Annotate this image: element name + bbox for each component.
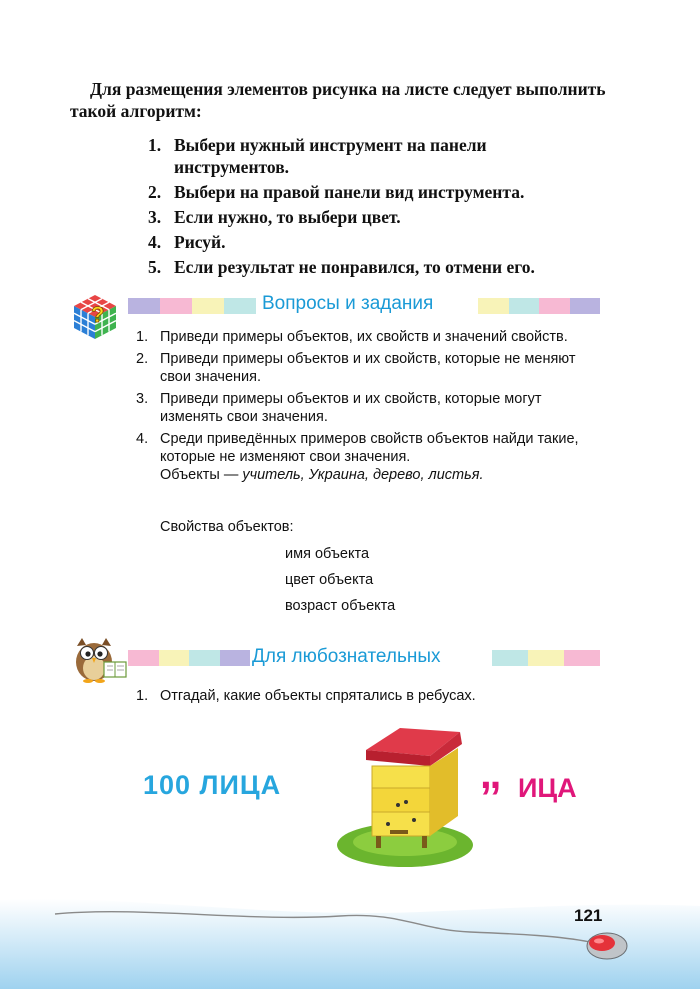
question-text: Среди приведённых примеров свойств объектов найди такие, которые не изменяют свои значения. <box>160 431 579 465</box>
step-number: 3. <box>148 207 162 227</box>
question-item <box>128 350 608 386</box>
step-text: Выбери нужный инструмент на панели инструментов. <box>174 135 487 177</box>
step-text: Если результат не понравился, то отмени его. <box>174 257 535 277</box>
question-item <box>128 390 608 426</box>
questions-list <box>128 328 608 488</box>
rebus-left-text: 100 ЛИЦА <box>143 770 282 800</box>
step-item <box>148 231 604 253</box>
step-number: 4. <box>148 232 162 252</box>
question-number: 4. <box>136 431 149 447</box>
property-item: имя объекта <box>285 546 370 562</box>
curious-heading: Для любознательных <box>252 646 441 667</box>
step-text: Если нужно, то выбери цвет. <box>174 207 401 227</box>
decorative-stripe-right <box>492 650 600 666</box>
step-number: 2. <box>148 182 162 202</box>
decorative-stripe-left <box>128 298 256 314</box>
properties-title: Свойства объектов: <box>160 519 294 535</box>
beehive-icon <box>330 720 480 870</box>
questions-heading: Вопросы и задания <box>262 293 434 314</box>
rebus-quote-marks: ,, <box>480 750 500 797</box>
decorative-stripe-left <box>128 650 250 666</box>
property-item: возраст объекта <box>285 598 396 614</box>
step-text: Рисуй. <box>174 232 226 252</box>
properties-list <box>285 546 395 624</box>
rubiks-cube-question-icon <box>70 292 120 342</box>
decorative-stripe-right <box>478 298 600 314</box>
page-number: 121 <box>574 906 603 925</box>
curious-item <box>128 687 608 705</box>
step-item <box>148 206 604 228</box>
step-item <box>148 134 604 178</box>
step-item <box>148 181 604 203</box>
question-text: Приведи примеры объектов и их свойств, которые могут изменять свои значения. <box>160 391 542 425</box>
step-number: 5. <box>148 257 162 277</box>
question-number: 2. <box>136 351 149 367</box>
curious-number: 1. <box>136 688 149 704</box>
objects-list: учитель, Украина, дерево, листья. <box>242 467 484 483</box>
step-item <box>148 256 604 278</box>
question-item <box>128 430 608 484</box>
rebus-right-text: ИЦА <box>518 773 577 803</box>
question-text: Приведи примеры объектов и их свойств, которые не меняют свои значения. <box>160 351 576 385</box>
computer-mouse-icon <box>582 928 632 964</box>
intro-paragraph <box>70 78 610 122</box>
algorithm-steps <box>148 134 604 281</box>
step-number: 1. <box>148 135 162 155</box>
property-item: цвет объекта <box>285 572 374 588</box>
step-text: Выбери на правой панели вид инструмента. <box>174 182 525 202</box>
objects-line <box>160 466 608 484</box>
owl-reading-icon <box>68 632 130 684</box>
question-number: 1. <box>136 329 149 345</box>
svg-text:?: ? <box>91 302 105 327</box>
objects-label: Объекты — <box>160 467 239 483</box>
question-number: 3. <box>136 391 149 407</box>
curious-list <box>128 687 608 705</box>
question-item <box>128 328 608 346</box>
curious-text: Отгадай, какие объекты спрятались в ребусах. <box>160 688 476 704</box>
intro-text: Для размещения элементов рисунка на листе следует выполнить такой алгоритм: <box>70 79 606 121</box>
question-text: Приведи примеры объектов, их свойств и значений свойств. <box>160 329 568 345</box>
